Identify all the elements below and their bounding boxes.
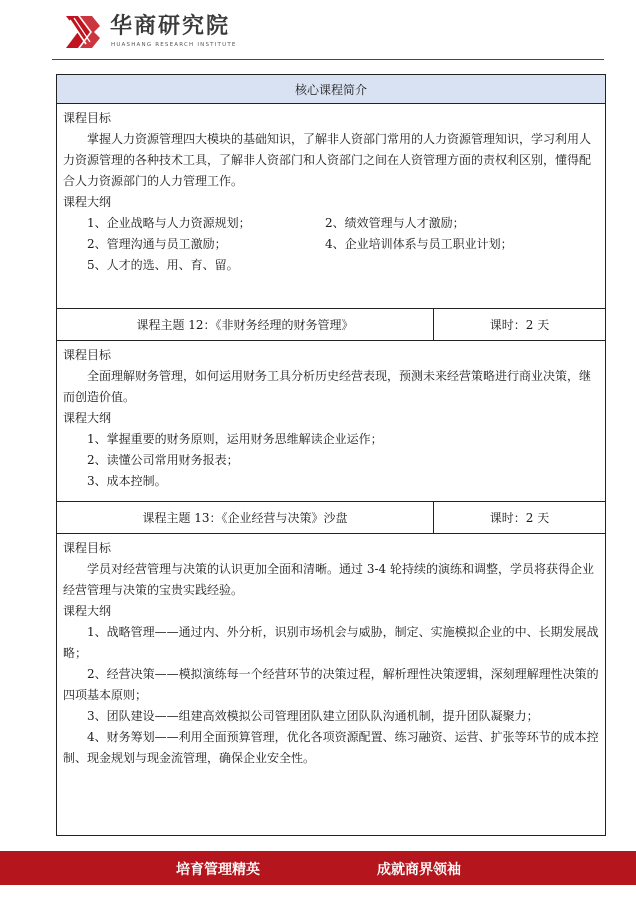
topic-12-body	[57, 341, 605, 502]
brand-name-cn: 华商研究院	[110, 14, 231, 39]
outline-item: 2、经营决策——模拟演练每一个经营环节的决策过程，解析理性决策逻辑，深刻理解理性决策的四项基本原则；	[63, 667, 599, 702]
header-divider	[52, 59, 604, 60]
core-course-body	[57, 104, 605, 309]
page-footer	[0, 851, 636, 885]
objective-text: 全面理解财务管理，如何运用财务工具分析历史经营表现，预测未来经营策略进行商业决策，继而创造价值。	[63, 369, 592, 404]
objective-label: 课程目标	[63, 541, 112, 555]
outline-label: 课程大纲	[63, 195, 112, 209]
outline-item: 3、团队建设——组建高效模拟公司管理团队建立团队队沟通机制，提升团队凝聚力；	[87, 709, 539, 723]
brand-name-en: HUASHANG RESEARCH INSTITUTE	[111, 42, 237, 48]
objective-label: 课程目标	[63, 348, 112, 362]
page-header	[0, 0, 636, 62]
outline-item: 1、企业战略与人力资源规划；	[87, 216, 251, 230]
topic-12-header	[57, 309, 605, 341]
huashang-logo-icon	[64, 12, 102, 52]
outline-list	[63, 213, 599, 276]
objective-text: 掌握人力资源管理四大模块的基础知识，了解非人资部门常用的人力资源管理知识，学习利用人力资源管理的各种技术工具，了解非人资部门和人资部门之间在人资管理方面的责权利区别，懂得配合人力资源部门的人力管理工作。	[63, 132, 592, 188]
topic-12-name: 课程主题 12：《非财务经理的财务管理》	[57, 309, 434, 340]
footer-slogan-right: 成就商界领袖	[377, 862, 461, 878]
section-title: 核心课程简介	[57, 75, 605, 104]
outline-item: 5、人才的选、用、育、留。	[87, 258, 239, 272]
objective-label: 课程目标	[63, 111, 112, 125]
outline-label: 课程大纲	[63, 411, 112, 425]
course-table	[56, 74, 606, 836]
outline-item: 3、成本控制。	[87, 474, 167, 488]
topic-13-header	[57, 502, 605, 534]
outline-item: 4、企业培训体系与员工职业计划；	[325, 237, 513, 251]
outline-item: 4、财务筹划——利用全面预算管理，优化各项资源配置、练习融资、运营、扩张等环节的成本控制、现金规划与现金流管理，确保企业安全性。	[63, 730, 599, 765]
outline-label: 课程大纲	[63, 604, 112, 618]
topic-13-name: 课程主题 13：《企业经营与决策》沙盘	[57, 502, 434, 533]
outline-item: 1、战略管理——通过内、外分析，识别市场机会与威胁，制定、实施模拟企业的中、长期发展战略；	[63, 625, 599, 660]
objective-text: 学员对经营管理与决策的认识更加全面和清晰。通过 3-4 轮持续的演练和调整，学员将获得企业经营管理与决策的宝贵实践经验。	[63, 562, 594, 597]
outline-item: 2、绩效管理与人才激励；	[325, 216, 465, 230]
outline-item: 1、掌握重要的财务原则，运用财务思维解读企业运作；	[87, 432, 383, 446]
footer-slogan-left: 培育管理精英	[176, 862, 260, 878]
topic-12-hours: 课时：2 天	[489, 318, 550, 332]
outline-item: 2、读懂公司常用财务报表；	[87, 453, 239, 467]
topic-13-body	[57, 534, 605, 835]
topic-13-hours: 课时：2 天	[489, 511, 550, 525]
outline-item: 2、管理沟通与员工激励；	[87, 237, 227, 251]
